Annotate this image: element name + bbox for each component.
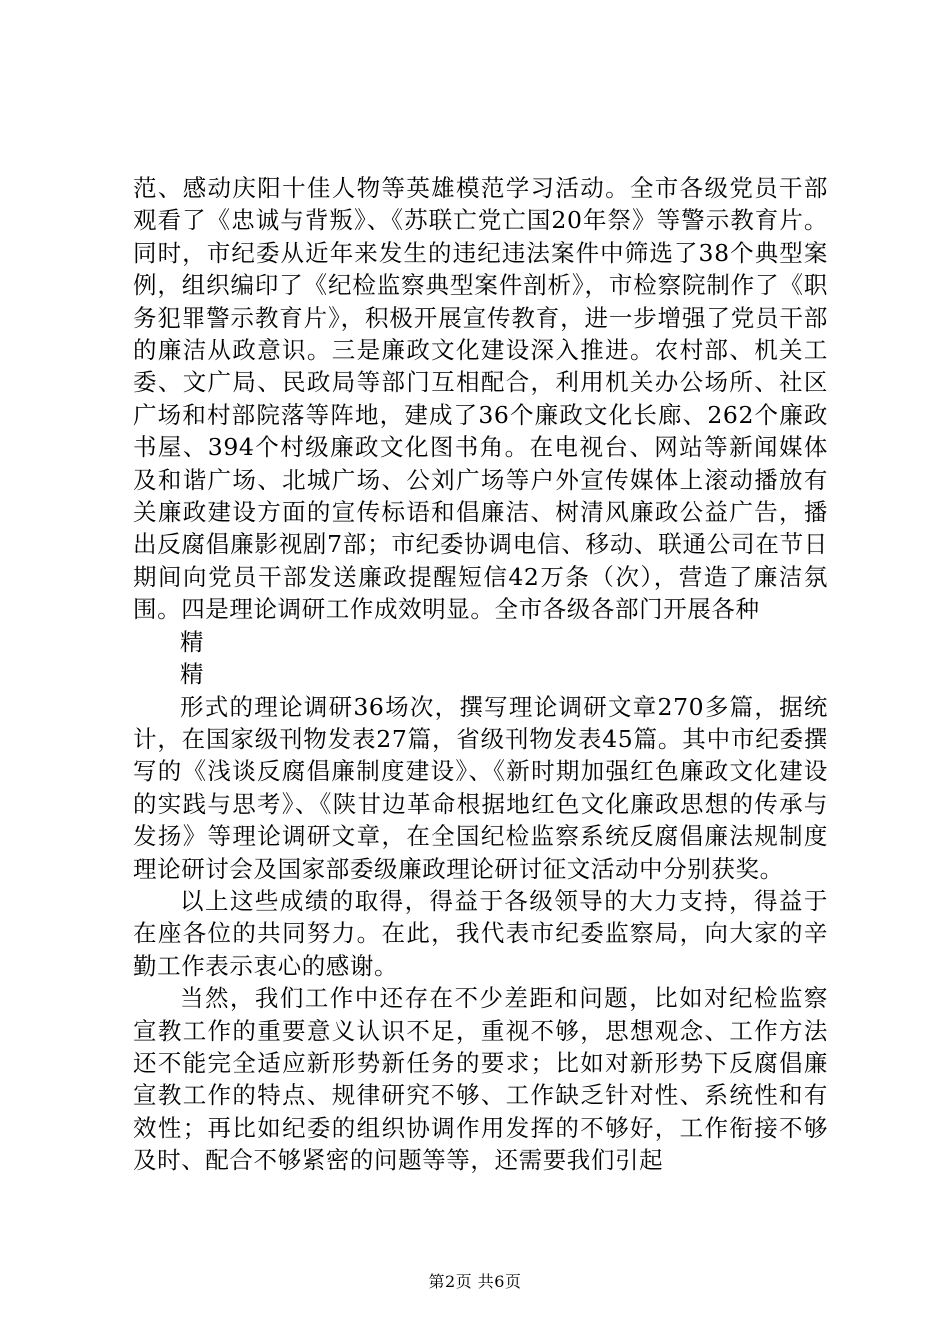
page-footer (0, 1272, 950, 1292)
paragraph-marker: 精 (180, 660, 205, 689)
paragraph-thanks: 以上这些成绩的取得，得益于各级领导的大力支持，得益于在座各位的共同努力。在此，我代表市纪委监察局，向大家的辛勤工作表示衷心的感谢。 (133, 886, 828, 980)
paragraph-problems: 当然，我们工作中还存在不少差距和问题，比如对纪检监察宣教工作的重要意义认识不足，重视不够，思想观念、工作方法还不能完全适应新形势新任务的要求；比如对新形势下反腐倡廉宣教工作的特点、规律研究不够、工作缺乏针对性、系统性和有效性；再比如纪委的组织协调作用发挥的不够好，工作衔接不够及时、配合不够紧密的问题等等，还需要我们引起 (133, 984, 828, 1175)
document-body (133, 172, 828, 1177)
paragraph-marker: 精 (180, 627, 205, 656)
paragraph-continuation: 范、感动庆阳十佳人物等英雄模范学习活动。全市各级党员干部观看了《忠诚与背叛》、《苏联亡党亡国20年祭》等警示教育片。同时，市纪委从近年来发生的违纪违法案件中筛选了38个典型案例，组织编印了《纪检监察典型案件剖析》，市检察院制作了《职务犯罪警示教育片》，积极开展宣传教育，进一步增强了党员干部的廉洁从政意识。三是廉政文化建设深入推进。农村部、机关工委、文广局、民政局等部门互相配合，利用机关办公场所、社区广场和村部院落等阵地，建成了36个廉政文化长廊、262个廉政书屋、394个村级廉政文化图书角。在电视台、网站等新闻媒体及和谐广场、北城广场、公刘广场等户外宣传媒体上滚动播放有关廉政建设方面的宣传标语和倡廉洁、树清风廉政公益广告，播出反腐倡廉影视剧7部；市纪委协调电信、移动、联通公司在节日期间向党员干部发送廉政提醒短信42万条（次），营造了廉洁氛围。四是理论调研工作成效明显。全市各级各部门开展各种 (133, 174, 828, 624)
paragraph-research: 形式的理论调研36场次，撰写理论调研文章270多篇，据统计，在国家级刊物发表27篇，省级刊物发表45篇。其中市纪委撰写的《浅谈反腐倡廉制度建设》、《新时期加强红色廉政文化建设的实践与思考》、《陕甘边革命根据地红色文化廉政思想的传承与发扬》等理论调研文章，在全国纪检监察系统反腐倡廉法规制度理论研讨会及国家部委级廉政理论研讨征文活动中分别获奖。 (133, 692, 828, 883)
page-number-label: 第2页 共6页 (428, 1272, 522, 1291)
